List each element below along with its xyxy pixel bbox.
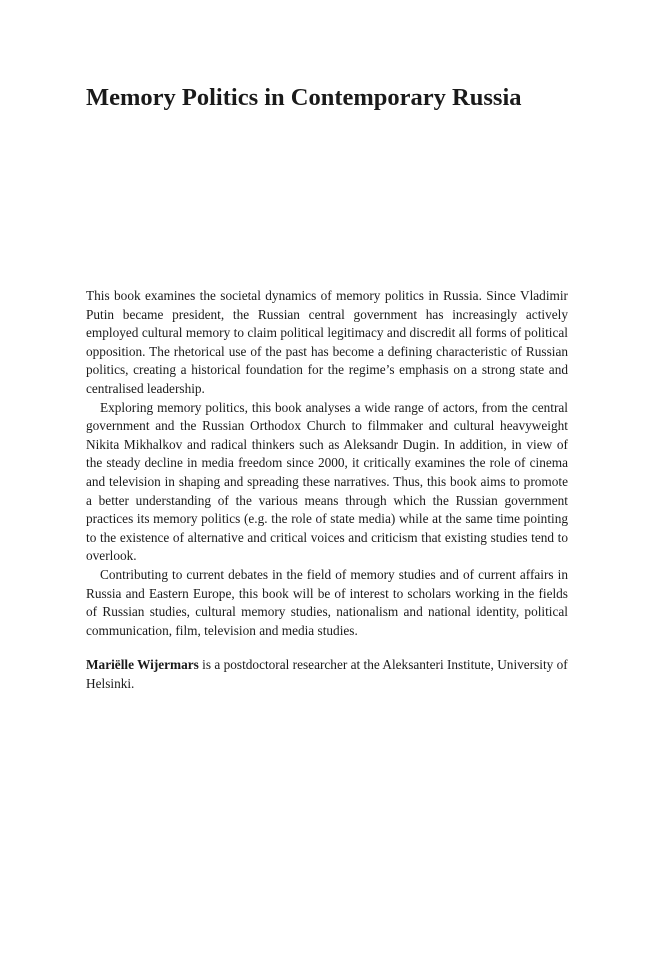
description-paragraph-3: Contributing to current debates in the field of memory studies and of current affairs in Russia and Eastern Europe, this book will be of interest to scholars working in the fields of Russian studies, cultural memory studies, nationalism and national identity, political communication, film, television and media studies. xyxy=(86,566,568,638)
author-name: Mariëlle Wijermars xyxy=(86,657,199,673)
book-description xyxy=(86,287,568,693)
author-bio xyxy=(86,656,568,693)
author-bio-text: is a postdoctoral researcher at the Aleksanteri Institute, University of Helsinki. xyxy=(86,657,568,691)
description-paragraph-2: Exploring memory politics, this book analyses a wide range of actors, from the central government and the Russian Orthodox Church to filmmaker and cultural heavyweight Nikita Mikhalkov and radical thinkers such as Aleksandr Dugin. In addition, in view of the steady decline in media freedom since 2000, it critically examines the role of cinema and television in shaping and spreading these narratives. Thus, this book aims to promote a better understanding of the various means through which the Russian government practices its memory politics (e.g. the role of state media) while at the same time pointing to the existence of alternative and critical voices and criticism that existing studies tend to overlook. xyxy=(86,399,568,564)
description-paragraph-1: This book examines the societal dynamics of memory politics in Russia. Since Vladimir Putin became president, the Russian central government has increasingly actively employed cultural memory to claim political legitimacy and discredit all forms of political opposition. The rhetorical use of the past has become a defining characteristic of Russian politics, creating a historical foundation for the regime’s emphasis on a strong state and centralised leadership. xyxy=(86,288,568,396)
book-title: Memory Politics in Contemporary Russia xyxy=(86,84,522,111)
